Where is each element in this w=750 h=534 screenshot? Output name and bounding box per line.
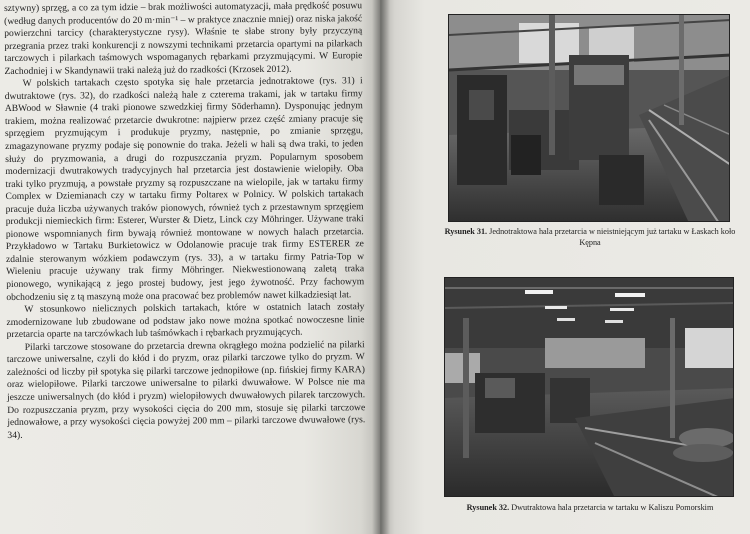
- figure-32-photo: [444, 277, 734, 497]
- figure-32-text: Dwutraktowa hala przetarcia w tartaku w Kaliszu Pomorskim: [511, 503, 714, 512]
- paragraph: W polskich tartakach często spotyka się hale przetarcia jednotraktowe (rys. 31) i dwutraktowe (rys. 32), do rzadkości należą hale z czterema trakami, jak w tartaku firmy ABWood w Sławnie (4 traki pionowe szwedzkiej firmy Söderhamn). Dysponując jednym trakiem, można realizować przetarcie dwukrotne: najpierw przez część zmiany pracuje się sprzęgiem pryzmującym i produkuje pryzmy, następnie, po zmianie sprzęgu, zmagazynowane pryzmy podaje się ponownie do traka. Jeżeli w hali są dwa traki, to jeden służy do pryzmowania, a drugi do rozpuszczania pryzm. Popularnym sposobem modernizacji dwutrakowych tradycyjnych hal przetarcia jest dostawienie wielopiły. Oba traki tylko pryzmują, a powstałe pryzmy są rozpuszczane na wielopile, jak w tartaku firmy Complex w Dziemianach czy w tartaku firmy Poltarex w Polnicy. W polskich tartakach pracuje duża liczba używanych traków pionowych, również tych z przestawnym sprzęgiem produkcji niemieckich firm: Esterer, Wurster & Dietz, Linck czy Möhringer. Używane traki pionowe wspomnianych firm bywają również montowane w nowych halach przetarcia. Przykładowo w Tartaku Burkietowicz w Odolanowie pracuje trak firmy ESTERER ze zdalnie sterowanym wózkiem podawczym (rys. 33), a w tartaku firmy Patria-Top w Wieleniu pracuje używany trak firmy Möhringer. Niekwestionowaną zaletą traka pionowego, wynikającą z jego prostej budowy, jest jego żywotność. Przy fachowym obchodzeniu się z tą maszyną może ona pracować bez problemów nawet kilkadziesiąt lat.: [4, 75, 365, 303]
- figure-31-photo: [448, 14, 730, 222]
- figure-31-label: Rysunek 31.: [444, 227, 488, 236]
- book-gutter: [372, 0, 390, 534]
- figure-32-label: Rysunek 32.: [466, 503, 510, 512]
- figure-31-text: Jednotraktowa hala przetarcia w nieistniejącym już tartaku w Łaskach koło Kępna: [489, 227, 736, 247]
- paragraph: sztywny) sprzęg, a co za tym idzie – brak możliwości automatyzacji, mała prędkość posuwu (według danych producentów do 20 m·min⁻¹ – w praktyce znacznie mniej) oraz niska jakość powierzchni tarcicy (charakterystyczne rysy). Właśnie te słabe strony były przyczyną przegrania przez traki konkurencji z nowszymi technikami przetarcia opartymi na pilarkach tarczowych i pilarkach taśmowych wspomaganych rębarkami przyzmującymi. W Europie Zachodniej i w Skandynawii traki należą już do rzadkości (Krzosek 2012).: [4, 0, 363, 77]
- paragraph: Pilarki tarczowe stosowane do przetarcia drewna okrągłego można podzielić na pilarki tarczowe uniwersalne, czyli do kłód i do pryzm, oraz pilarki tarczowe tylko do pryzm. W zależności od liczby pił spotyka się pilarki tarczowe jednopiłowe (np. fińskiej firmy KARA) oraz wielopiłowe. Pilarki tarczowe uniwersalne to pilarki dwuwałowe. W Polsce nie ma jeszcze uniwersalnych (do kłód i pryzm) wielopiłowych dwuwałowych pilarek tarczowych. Do rozpuszczania pryzm, przy wysokości cięcia do 200 mm, stosuje się pilarki tarczowe jednowałowe, a przy wysokości cięcia powyżej 200 mm – pilarki tarczowe dwuwałowe (rys. 34).: [6, 338, 366, 441]
- paragraph: W stosunkowo nielicznych polskich tartakach, które w ostatnich latach zostały zmodernizowane lub zbudowane od podstaw jako nowe można spotkać nowoczesne linie przetarcia oparte na tarczówkach lub taśmówkach i rębarkach pryzmujących.: [6, 301, 365, 341]
- figure-32-caption: [440, 502, 740, 513]
- figure-31-caption: [440, 226, 740, 248]
- body-text: [4, 0, 365, 442]
